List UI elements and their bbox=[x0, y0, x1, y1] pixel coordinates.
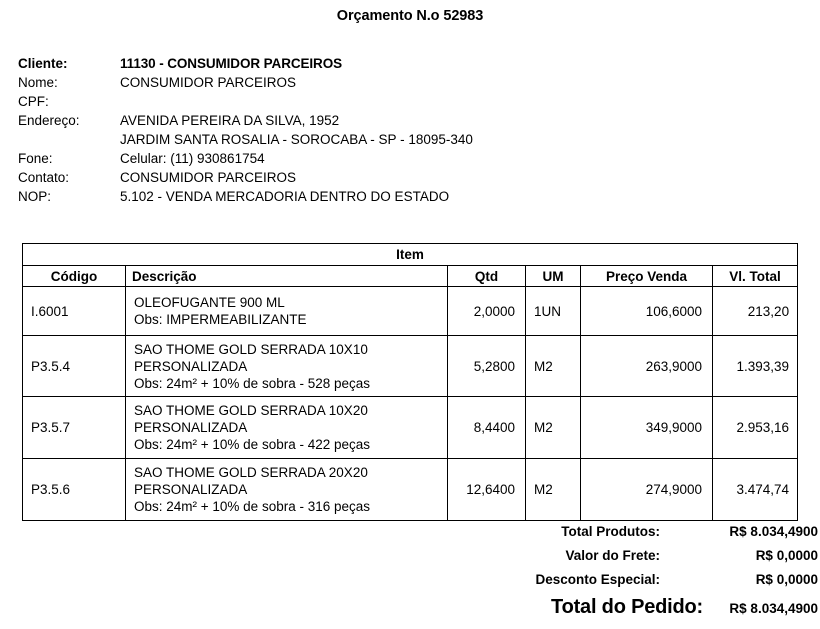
descricao-line-1: SAO THOME GOLD SERRADA 10X10 bbox=[134, 341, 368, 357]
column-header-vl-total: Vl. Total bbox=[713, 266, 798, 287]
desconto-especial-label: Desconto Especial: bbox=[535, 572, 660, 587]
customer-value-nop: 5.102 - VENDA MERCADORIA DENTRO DO ESTADO bbox=[120, 189, 450, 204]
customer-value-endereco-continuacao: JARDIM SANTA ROSALIA - SOROCABA - SP - 18095-340 bbox=[120, 132, 473, 147]
customer-row-cliente bbox=[18, 54, 718, 73]
cell-um: 1UN bbox=[526, 287, 581, 336]
valor-frete-label: Valor do Frete: bbox=[565, 548, 660, 563]
descricao-obs: Obs: 24m² + 10% de sobra - 316 peças bbox=[134, 499, 371, 514]
totals-row-total-pedido bbox=[398, 596, 818, 619]
customer-info-block bbox=[18, 54, 718, 206]
customer-label-nome: Nome: bbox=[18, 75, 58, 90]
items-table-group-header-row bbox=[23, 244, 798, 266]
customer-row-contato bbox=[18, 168, 718, 187]
cell-um: M2 bbox=[526, 397, 581, 459]
customer-value-contato: CONSUMIDOR PARCEIROS bbox=[120, 170, 297, 185]
total-produtos-label: Total Produtos: bbox=[561, 524, 660, 539]
document-title: Orçamento N.o 52983 bbox=[336, 8, 484, 24]
desconto-especial-value: R$ 0,0000 bbox=[755, 572, 818, 587]
column-header-qtd: Qtd bbox=[448, 266, 526, 287]
customer-label-contato: Contato: bbox=[18, 170, 70, 185]
total-pedido-value: R$ 8.034,4900 bbox=[729, 601, 818, 616]
descricao-line-2: PERSONALIZADA bbox=[134, 482, 248, 497]
column-header-um: UM bbox=[526, 266, 581, 287]
table-row bbox=[23, 336, 798, 397]
cell-preco-venda: 349,9000 bbox=[581, 397, 713, 459]
cell-descricao bbox=[126, 287, 448, 336]
total-pedido-label: Total do Pedido: bbox=[551, 596, 703, 618]
cell-vl-total: 2.953,16 bbox=[713, 397, 798, 459]
cell-qtd: 12,6400 bbox=[448, 459, 526, 521]
cell-vl-total: 213,20 bbox=[713, 287, 798, 336]
cell-um: M2 bbox=[526, 336, 581, 397]
cell-preco-venda: 263,9000 bbox=[581, 336, 713, 397]
customer-value-nome: CONSUMIDOR PARCEIROS bbox=[120, 75, 297, 90]
customer-row-cpf bbox=[18, 92, 718, 111]
cell-codigo: P3.5.7 bbox=[23, 397, 126, 459]
customer-label-endereco: Endereço: bbox=[18, 113, 80, 128]
items-table bbox=[22, 243, 798, 521]
column-header-preco-venda: Preço Venda bbox=[581, 266, 713, 287]
customer-label-cpf: CPF: bbox=[18, 94, 49, 109]
cell-codigo: I.6001 bbox=[23, 287, 126, 336]
column-header-codigo: Código bbox=[23, 266, 126, 287]
cell-preco-venda: 106,6000 bbox=[581, 287, 713, 336]
descricao-obs: Obs: 24m² + 10% de sobra - 528 peças bbox=[134, 375, 371, 391]
descricao-line-2: PERSONALIZADA bbox=[134, 358, 248, 374]
table-row bbox=[23, 397, 798, 459]
cell-qtd: 8,4400 bbox=[448, 397, 526, 459]
totals-row-desconto bbox=[398, 572, 818, 587]
total-produtos-value: R$ 8.034,4900 bbox=[729, 524, 818, 539]
cell-qtd: 2,0000 bbox=[448, 287, 526, 336]
cell-descricao bbox=[126, 459, 448, 521]
table-row bbox=[23, 459, 798, 521]
cell-um: M2 bbox=[526, 459, 581, 521]
totals-row-total-produtos bbox=[398, 524, 818, 539]
cell-qtd: 5,2800 bbox=[448, 336, 526, 397]
items-table-group-header: Item bbox=[23, 244, 798, 266]
totals-row-frete bbox=[398, 548, 818, 563]
customer-row-nop bbox=[18, 187, 718, 206]
valor-frete-value: R$ 0,0000 bbox=[755, 548, 818, 563]
items-table-column-header-row bbox=[23, 266, 798, 287]
customer-value-endereco: AVENIDA PEREIRA DA SILVA, 1952 bbox=[120, 113, 340, 128]
descricao-obs: Obs: IMPERMEABILIZANTE bbox=[134, 312, 307, 327]
descricao-line-2: PERSONALIZADA bbox=[134, 420, 248, 435]
totals-summary bbox=[398, 524, 818, 619]
descricao-line-1: SAO THOME GOLD SERRADA 10X20 bbox=[134, 403, 368, 418]
descricao-line-1: SAO THOME GOLD SERRADA 20X20 bbox=[134, 465, 368, 480]
cell-descricao bbox=[126, 397, 448, 459]
customer-row-nome bbox=[18, 73, 718, 92]
cell-vl-total: 1.393,39 bbox=[713, 336, 798, 397]
cell-vl-total: 3.474,74 bbox=[713, 459, 798, 521]
customer-label-fone: Fone: bbox=[18, 151, 53, 166]
customer-label-nop: NOP: bbox=[18, 189, 52, 204]
cell-codigo: P3.5.4 bbox=[23, 336, 126, 397]
customer-value-cliente: 11130 - CONSUMIDOR PARCEIROS bbox=[120, 56, 343, 71]
cell-codigo: P3.5.6 bbox=[23, 459, 126, 521]
customer-row-endereco-continuacao bbox=[18, 130, 718, 149]
descricao-obs: Obs: 24m² + 10% de sobra - 422 peças bbox=[134, 437, 371, 452]
customer-row-fone bbox=[18, 149, 718, 168]
descricao-line-1: OLEOFUGANTE 900 ML bbox=[134, 295, 285, 310]
cell-preco-venda: 274,9000 bbox=[581, 459, 713, 521]
customer-value-fone: Celular: (11) 930861754 bbox=[120, 151, 265, 166]
table-row bbox=[23, 287, 798, 336]
customer-label-cliente: Cliente: bbox=[18, 56, 68, 71]
column-header-descricao: Descrição bbox=[126, 266, 448, 287]
cell-descricao bbox=[126, 336, 448, 397]
customer-row-endereco bbox=[18, 111, 718, 130]
